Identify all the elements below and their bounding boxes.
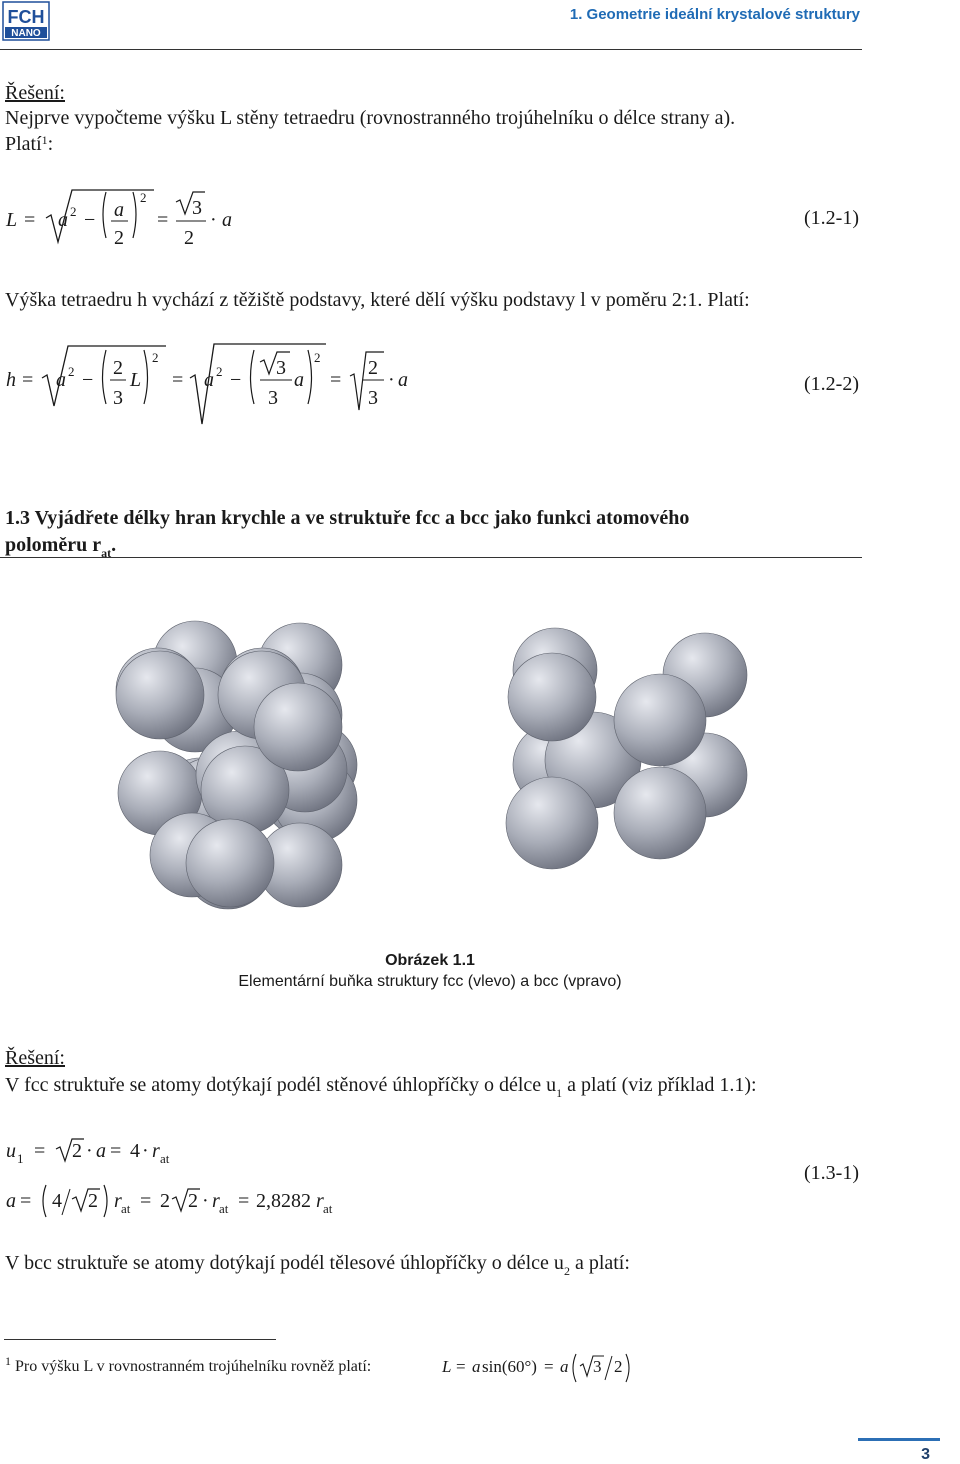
- exercise-heading: poloměru $r_{at}$.: [5, 534, 117, 560]
- equation-number: (1.3-1): [804, 1162, 859, 1184]
- svg-text:2: 2: [140, 190, 147, 205]
- svg-text:r: r: [212, 1190, 220, 1212]
- paragraph-line: V fcc struktuře se atomy dotýkají podél stěnové úhlopříčky o délce $u_1$ a platí (viz příklad 1.1):: [5, 1074, 757, 1100]
- footnote-equation: [440, 1348, 640, 1388]
- svg-text:2: 2: [114, 227, 124, 249]
- svg-text:3: 3: [276, 357, 286, 379]
- svg-text:2: 2: [184, 227, 194, 249]
- svg-text:·: ·: [142, 1140, 149, 1162]
- paragraph-line: Výška tetraedru h vychází z těžiště podstavy, které dělí výšku podstavy l v poměru 2:1. Platí:: [5, 289, 750, 311]
- header-rule: [0, 49, 862, 50]
- svg-text:=: =: [34, 1140, 46, 1162]
- svg-text:2: 2: [68, 364, 75, 379]
- svg-text:a: a: [204, 369, 214, 391]
- svg-text:2: 2: [216, 364, 223, 379]
- svg-text:a: a: [294, 369, 304, 391]
- svg-text:r: r: [316, 1190, 324, 1212]
- paragraph-line: Nejprve vypočteme výšku L stěny tetraedru (rovnostranného trojúhelníku o délce strany a).: [5, 107, 736, 129]
- equation-1-2-1: [0, 180, 280, 260]
- svg-text:2: 2: [614, 1357, 623, 1376]
- svg-text:at: at: [121, 1201, 131, 1216]
- svg-text:·: ·: [388, 369, 395, 391]
- solution-label: Řešení:: [5, 82, 65, 104]
- svg-text:a: a: [114, 199, 124, 221]
- bcc-unit-cell: [506, 628, 747, 869]
- svg-text:2: 2: [152, 350, 159, 365]
- svg-text:·: ·: [210, 209, 217, 231]
- svg-text:2: 2: [188, 1190, 198, 1212]
- svg-text:2: 2: [113, 357, 123, 379]
- svg-text:=: =: [544, 1357, 554, 1376]
- svg-text:3: 3: [368, 387, 378, 409]
- svg-text:L: L: [6, 209, 18, 231]
- footnote: $^1$ Pro výšku L v rovnostranném trojúhelníku rovněž platí:: [5, 1354, 372, 1375]
- page-number-rule: [858, 1438, 940, 1441]
- running-head: 1. Geometrie ideální krystalové struktury: [569, 6, 860, 23]
- svg-text:sin(60°): sin(60°): [482, 1357, 537, 1376]
- svg-text:·: ·: [86, 1140, 93, 1162]
- svg-text:a: a: [560, 1357, 569, 1376]
- svg-text:3: 3: [113, 387, 123, 409]
- svg-text:2: 2: [70, 204, 77, 219]
- svg-text:h: h: [6, 369, 16, 391]
- svg-text:a: a: [96, 1140, 106, 1162]
- svg-text:1: 1: [17, 1151, 24, 1166]
- svg-text:L: L: [130, 369, 142, 391]
- atom-sphere: [116, 651, 204, 739]
- svg-text:r: r: [114, 1190, 122, 1212]
- svg-text:=: =: [157, 209, 169, 231]
- svg-text:2: 2: [72, 1140, 82, 1162]
- eq-value: 2,8282: [256, 1190, 311, 1212]
- footnote-rule: [4, 1339, 276, 1340]
- svg-text:a: a: [58, 209, 68, 231]
- svg-text:=: =: [22, 369, 34, 391]
- logo-text-top: FCH: [7, 7, 45, 27]
- svg-text:−: −: [82, 369, 94, 391]
- solution-label: Řešení:: [5, 1047, 65, 1069]
- svg-text:a: a: [222, 209, 232, 231]
- svg-text:at: at: [323, 1201, 333, 1216]
- svg-text:=: =: [24, 209, 36, 231]
- svg-text:=: =: [456, 1357, 466, 1376]
- svg-text:2: 2: [368, 357, 378, 379]
- logo-text-bottom: NANO: [11, 28, 41, 39]
- svg-text:4: 4: [130, 1140, 140, 1162]
- svg-text:a: a: [472, 1357, 481, 1376]
- fcc-unit-cell: [116, 621, 357, 909]
- svg-text:·: ·: [202, 1190, 209, 1212]
- svg-text:=: =: [140, 1190, 152, 1212]
- figure-caption: Elementární buňka struktury fcc (vlevo) a bcc (vpravo): [238, 973, 622, 990]
- paragraph-line: Platí$^1$:: [5, 133, 54, 155]
- svg-text:4: 4: [52, 1190, 62, 1212]
- svg-text:2: 2: [160, 1190, 170, 1212]
- svg-text:=: =: [238, 1190, 250, 1212]
- svg-text:−: −: [84, 209, 96, 231]
- figure-unit-cells: [100, 615, 800, 935]
- equation-number: (1.2-2): [804, 373, 859, 395]
- heading-rule: [0, 557, 862, 558]
- exercise-heading: 1.3 Vyjádřete délky hran krychle a ve struktuře fcc a bcc jako funkci atomového: [5, 507, 690, 529]
- svg-text:3: 3: [268, 387, 278, 409]
- atom-sphere: [186, 819, 274, 907]
- equation-1-2-2: [0, 338, 420, 428]
- svg-text:a: a: [398, 369, 408, 391]
- atom-sphere: [254, 683, 342, 771]
- svg-text:L: L: [442, 1357, 452, 1376]
- page-number: 3: [921, 1446, 930, 1463]
- svg-text:a: a: [6, 1190, 16, 1212]
- fch-nano-logo: [2, 1, 50, 41]
- svg-text:3: 3: [192, 197, 202, 219]
- svg-text:at: at: [160, 1151, 170, 1166]
- paragraph-line: V bcc struktuře se atomy dotýkají podél tělesové úhlopříčky o délce $u_2$ a platí:: [5, 1252, 630, 1278]
- svg-text:at: at: [219, 1201, 229, 1216]
- equation-1-3-1: [0, 1125, 360, 1225]
- svg-text:u: u: [6, 1140, 16, 1162]
- svg-text:2: 2: [88, 1190, 98, 1212]
- atom-sphere: [508, 653, 596, 741]
- svg-text:3: 3: [593, 1357, 602, 1376]
- svg-text:a: a: [56, 369, 66, 391]
- atom-sphere: [506, 777, 598, 869]
- atom-sphere: [614, 674, 706, 766]
- svg-text:=: =: [172, 369, 184, 391]
- svg-text:−: −: [230, 369, 242, 391]
- atom-sphere: [614, 767, 706, 859]
- svg-text:=: =: [330, 369, 342, 391]
- svg-text:r: r: [152, 1140, 160, 1162]
- svg-text:=: =: [110, 1140, 122, 1162]
- equation-number: (1.2-1): [804, 207, 859, 229]
- svg-text:=: =: [20, 1190, 32, 1212]
- svg-text:2: 2: [314, 350, 321, 365]
- figure-title: Obrázek 1.1: [385, 952, 475, 969]
